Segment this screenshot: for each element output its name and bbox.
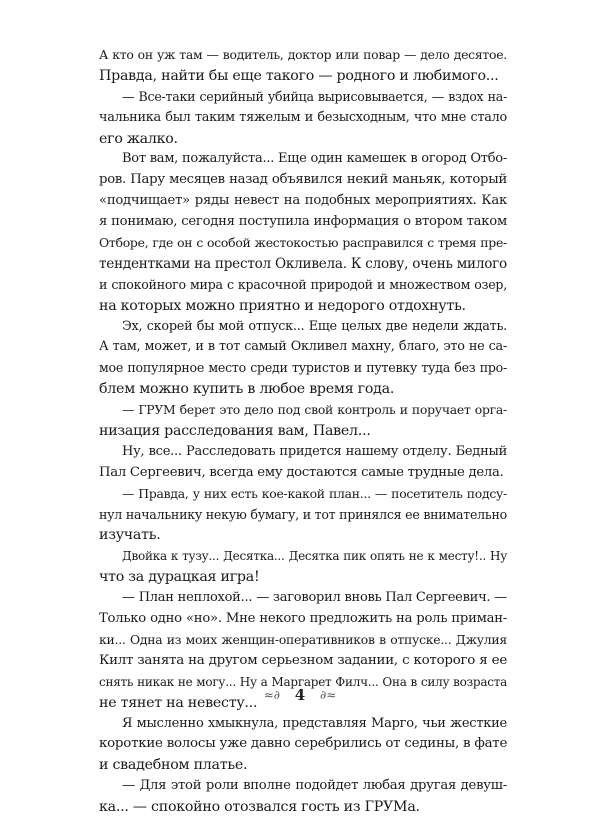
text-line: его жалко. (99, 130, 178, 147)
text-line: А кто он уж там — водитель, доктор или повар — дело десятое. (99, 47, 507, 62)
text-line: Только одно «но». Мне некого предложить на роль приман- (99, 611, 507, 627)
text-line: короткие волосы уже давно серебрились от седины, в фате (99, 736, 508, 752)
text-line: мое популярное место среди туристов и путевку туда без про- (99, 360, 507, 376)
text-line: Отборе, где он с особой жестокостью расправился с тремя пре- (99, 235, 507, 251)
text-line: я понимаю, сегодня поступила информация о втором таком (99, 214, 507, 230)
flourish-right-icon: ∂≈ (320, 688, 337, 702)
text-line: ки... Одна из моих женщин-оперативников в отпуске... Джулия (99, 631, 507, 647)
text-line: Ну, все... Расследовать придется нашему отделу. Бедный (122, 443, 507, 459)
text-line: на которых можно приятно и недорого отдохнуть. (99, 297, 466, 314)
text-line: тендентками на престол Окливела. К слову, очень милого (99, 255, 507, 272)
text-line: изучать. (99, 527, 161, 544)
text-line: — План неплохой... — заговорил вновь Пал Сергеевич. — (122, 590, 507, 606)
page-footer (0, 685, 600, 704)
text-line: А там, может, и в тот самый Окливел махну, благо, это не са- (99, 339, 507, 355)
text-line: и свадебном платье. (99, 757, 248, 774)
text-line: Двойка к тузу... Десятка... Десятка пик опять не к месту!.. Ну (122, 549, 507, 564)
text-line: чальника был таким тяжелым и безысходным, что мне стало (99, 109, 507, 125)
text-line: — Все-таки серийный убийца вырисовывается, — вздох на- (122, 88, 507, 104)
page-number: 4 (294, 686, 306, 704)
text-line: «подчищает» ряды невест на подобных мероприятиях. Как (99, 193, 507, 209)
text-line: нул начальнику некую бумагу, и тот принялся ее внимательно (99, 506, 507, 522)
text-line: Килт занята на другом серьезном задании, с которого я ее (99, 652, 507, 668)
text-line: и спокойного мира с красочной природой и множеством озер, (99, 276, 507, 292)
text-line: — ГРУМ берет это дело под свой контроль и поручает орга- (122, 402, 507, 418)
text-line: Эх, скорей бы мой отпуск... Еще целых две недели ждать. (122, 318, 507, 334)
text-line: низация расследования вам, Павел... (99, 423, 371, 440)
text-line: блем можно купить в любое время года. (99, 381, 395, 398)
text-line: Правда, найти бы еще такого — родного и любимого... (99, 67, 499, 84)
text-line: Пал Сергеевич, всегда ему достаются самые трудные дела. (99, 464, 504, 480)
text-line: не тянет на невесту... (99, 694, 258, 711)
text-line: ров. Пару месяцев назад объявился некий маньяк, который (99, 172, 507, 188)
text-line: Вот вам, пожалуйста... Еще один камешек в огород Отбо- (122, 151, 507, 167)
text-line: снять никак не могу... Ну а Маргарет Филч... Она в силу возраста (99, 674, 507, 689)
text-line: ка... — спокойно отозвался гость из ГРУМа. (99, 799, 420, 816)
text-line: — Правда, у них есть кое-какой план... — посетитель подсу- (122, 485, 507, 501)
flourish-left-icon: ≈∂ (263, 688, 280, 702)
text-line: Я мысленно хмыкнула, представляя Марго, чьи жесткие (122, 715, 507, 731)
text-line: — Для этой роли вполне подойдет любая другая девуш- (122, 778, 507, 794)
text-line: что за дурацкая игра! (99, 569, 260, 586)
